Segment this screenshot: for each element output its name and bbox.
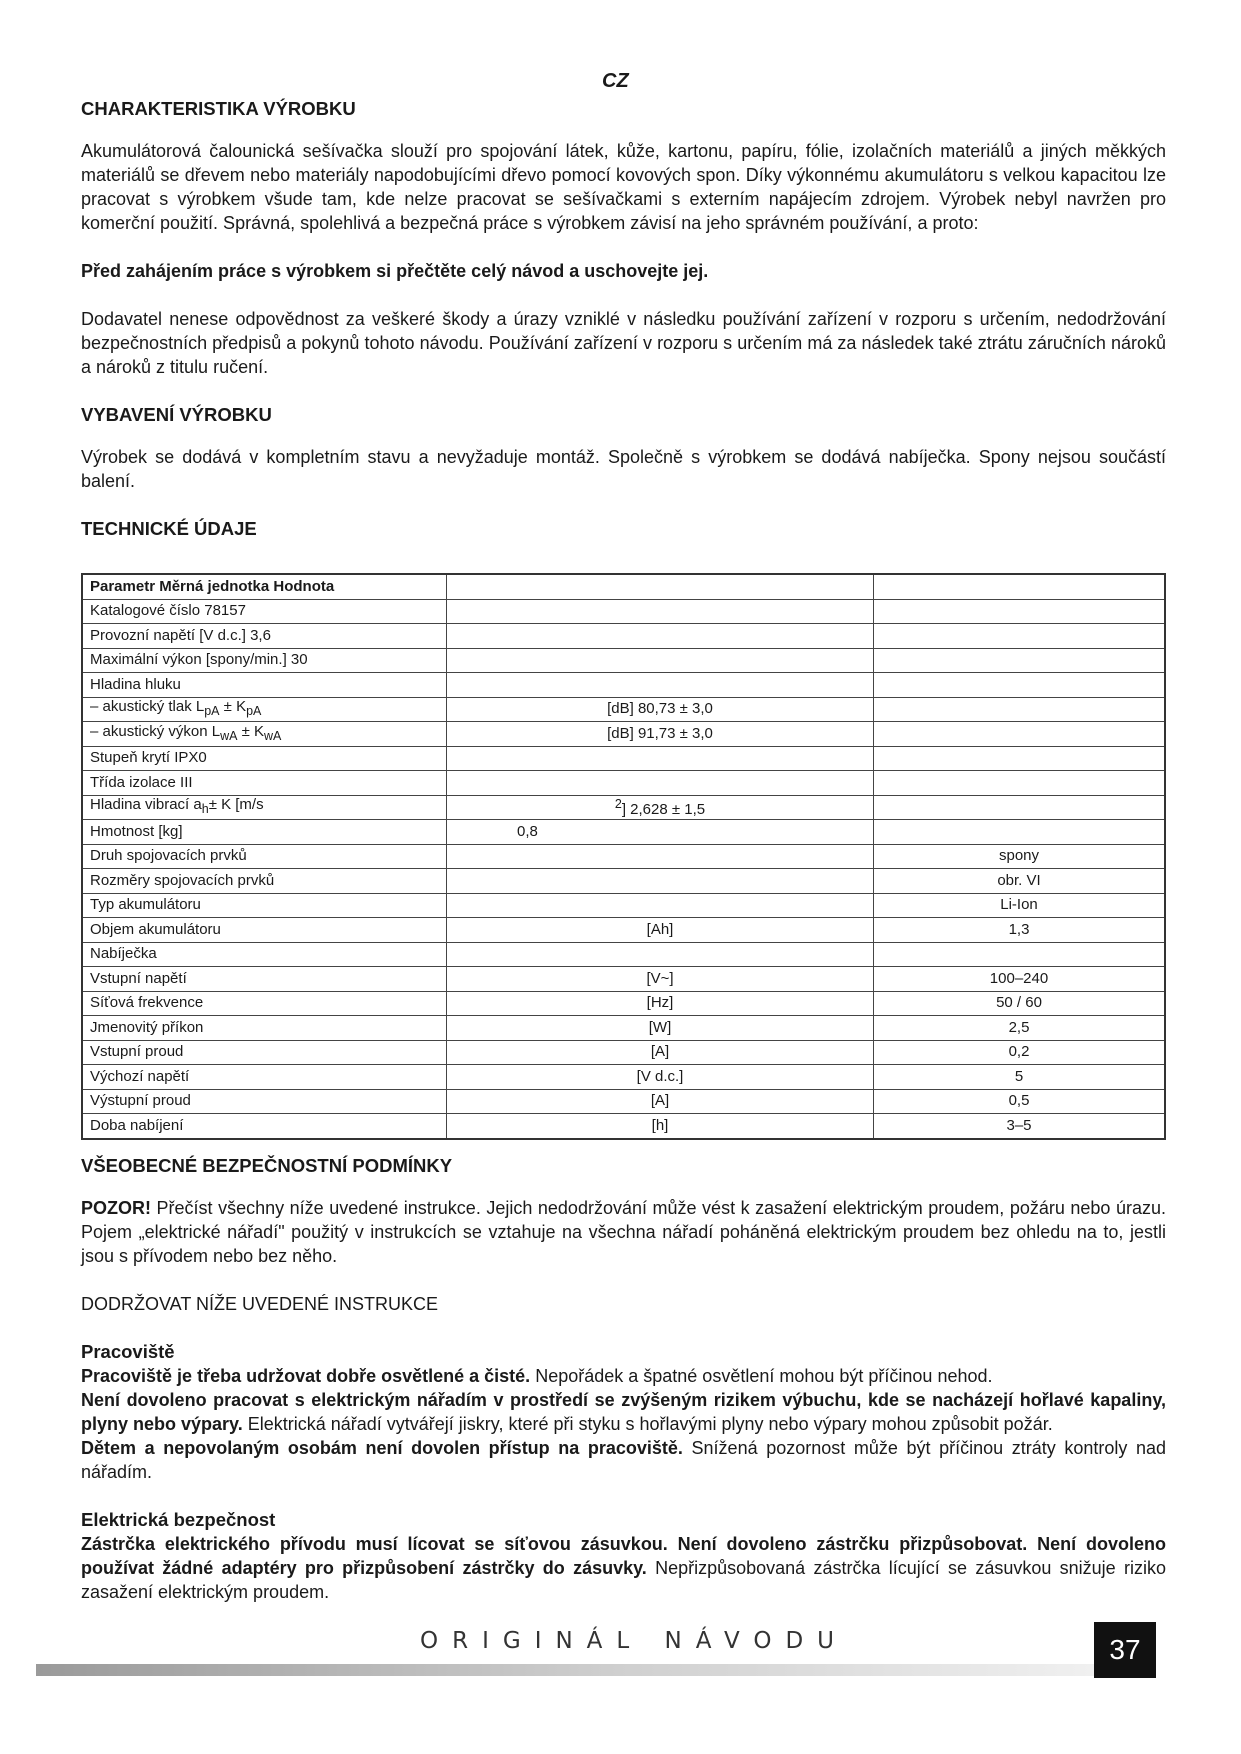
table-row [82,1089,1165,1114]
table-cell: 0,5 [874,1089,1166,1114]
paragraph-characteristics: Akumulátorová čalounická sešívačka slouží pro spojování látek, kůže, kartonu, papíru, fólie, izolačních materiálů a jiných měkkých materiálů se dřevem nebo materiály napodobujícími dřevo pomocí kovových spon. Díky výkonnému akumulátoru s velkou kapacitou lze pracovat s výrobkem všude tam, kde nelze pracovat se sešívačkami s externím napájecím zdrojem. Výrobek nebyl navržen pro komerční použití. Správná, spolehlivá a bezpečná práce s výrobkem závisí na jeho správném používání, a proto: [81,141,1166,233]
table-cell: [A] [447,1089,874,1114]
table-row [82,918,1165,943]
table-cell: [V~] [447,967,874,992]
table-cell: Rozměry spojovacích prvků [82,869,447,894]
table-cell: Vstupní napětí [82,967,447,992]
table-cell [447,624,874,649]
table-cell: Hladina vibrací $a_h\pm K$ [m/s [82,795,447,820]
table-cell: – akustický výkon $L_{wA} \pm K_{wA}$ [82,722,447,747]
table-cell: Třída izolace III [82,771,447,796]
table-cell [447,893,874,918]
page-number: 37 [1094,1622,1156,1678]
table-row [82,820,1165,845]
table-row [82,746,1165,771]
table-cell: 3–5 [874,1114,1166,1139]
language-code: CZ [602,70,629,92]
table-cell [447,869,874,894]
table-cell [874,648,1166,673]
table-row [82,599,1165,624]
section-title-equipment: VYBAVENÍ VÝROBKU [81,404,272,425]
table-cell: spony [874,844,1166,869]
table-cell: obr. VI [874,869,1166,894]
table-cell: Katalogové číslo 78157 [82,599,447,624]
table-cell [447,599,874,624]
table-cell [874,746,1166,771]
table-cell: Parametr Měrná jednotka Hodnota [82,574,447,599]
table-cell [447,673,874,698]
table-cell [874,942,1166,967]
subsection-title-electric: Elektrická bezpečnost [81,1508,276,1530]
table-cell: 5 [874,1065,1166,1090]
table-row [82,771,1165,796]
table-cell: [Ah] [447,918,874,943]
subsection-title-workplace: Pracoviště [81,1340,175,1362]
table-cell: Li-Ion [874,893,1166,918]
paragraph-liability: Dodavatel nenese odpovědnost za veškeré škody a úrazy vzniklé v následku používání zařízení v rozporu s určením, nedodržování bezpečnostních předpisů a pokynů tohoto návodu. Používání zařízení v rozporu s určením má za následek také ztrátu záručních nároků a nároků z titulu ručení. [81,309,1166,377]
paragraph-read-manual: Před zahájením práce s výrobkem si přečtěte celý návod a uschovejte jej. [81,261,709,281]
table-row [82,574,1165,599]
table-cell [447,942,874,967]
section-title-characteristics: CHARAKTERISTIKA VÝROBKU [81,98,356,119]
table-cell [447,746,874,771]
table-cell [874,697,1166,722]
table-cell: [dB] 80,73 ± 3,0 [447,697,874,722]
section-title-technical: TECHNICKÉ ÚDAJE [81,518,257,539]
paragraph-workplace-3: Dětem a nepovolaným osobám není dovolen přístup na pracoviště. Snížená pozornost může být příčinou ztráty kontroly nad nářadím. [81,1437,1166,1482]
table-cell: Výstupní proud [82,1089,447,1114]
table-cell [874,771,1166,796]
table-cell: Síťová frekvence [82,991,447,1016]
table-cell: Doba nabíjení [82,1114,447,1139]
table-row [82,844,1165,869]
table-cell: Jmenovitý příkon [82,1016,447,1041]
footer-bar [36,1664,1094,1676]
table-cell [874,722,1166,747]
table-cell: Typ akumulátoru [82,893,447,918]
table-row [82,1040,1165,1065]
table-cell: Maximální výkon [spony/min.] 30 [82,648,447,673]
paragraph-electric-1: Zástrčka elektrického přívodu musí lícovat se síťovou zásuvkou. Není dovoleno zástrčku přizpůsobovat. Není dovoleno používat žádné adaptéry pro přizpůsobení zástrčky do zásuvky. Nepřizpůsobovaná zástrčka lícující se zásuvkou snižuje riziko zasažení elektrickým proudem. [81,1533,1166,1602]
table-cell: Stupeň krytí IPX0 [82,746,447,771]
table-cell [447,844,874,869]
table-row [82,1114,1165,1139]
table-cell: [h] [447,1114,874,1139]
paragraph-warning: POZOR! Přečíst všechny níže uvedené instrukce. Jejich nedodržování může vést k zasažení elektrickým proudem, požáru nebo úrazu. Pojem „elektrické nářadí" použitý v instrukcích se vztahuje na všechna nářadí poháněná elektrickým proudem bez ohledu na to, jestli jsou s přívodem nebo bez něho. [81,1197,1166,1266]
table-cell: [Hz] [447,991,874,1016]
technical-data-table [81,573,1166,1140]
table-cell [447,574,874,599]
paragraph-workplace-2: Není dovoleno pracovat s elektrickým nářadím v prostředí se zvýšeným rizikem výbuchu, kde se nacházejí hořlavé kapaliny, plyny nebo výpary. Elektrická nářadí vytvářejí jiskry, které při styku s hořlavými plyny nebo výpary mohou způsobit požár. [81,1389,1166,1434]
table-cell [874,673,1166,698]
section-title-safety: VŠEOBECNÉ BEZPEČNOSTNÍ PODMÍNKY [81,1154,453,1176]
table-cell [874,795,1166,820]
table-row [82,697,1165,722]
table-cell [874,624,1166,649]
table-cell [447,771,874,796]
table-cell: 50 / 60 [874,991,1166,1016]
paragraph-follow-instructions: DODRŽOVAT NÍŽE UVEDENÉ INSTRUKCE [81,1293,439,1314]
table-cell: 2,5 [874,1016,1166,1041]
table-cell: Vstupní proud [82,1040,447,1065]
table-row [82,893,1165,918]
table-cell: 0,2 [874,1040,1166,1065]
paragraph-equipment: Výrobek se dodává v kompletním stavu a nevyžaduje montáž. Společně s výrobkem se dodává nabíječka. Spony nejsou součástí balení. [81,447,1166,491]
table-cell: [dB] 91,73 ± 3,0 [447,722,874,747]
table-cell: Výchozí napětí [82,1065,447,1090]
table-row [82,648,1165,673]
table-row [82,942,1165,967]
table-cell [874,599,1166,624]
table-cell: Provozní napětí [V d.c.] 3,6 [82,624,447,649]
table-cell: [V d.c.] [447,1065,874,1090]
table-cell: [A] [447,1040,874,1065]
table-row [82,795,1165,820]
table-row [82,1065,1165,1090]
table-cell: $^2$] 2,628 ± 1,5 [447,795,874,820]
table-cell: Nabíječka [82,942,447,967]
table-row [82,1016,1165,1041]
table-cell: – akustický tlak $L_{pA} \pm K_{pA}$ [82,697,447,722]
table-cell: Objem akumulátoru [82,918,447,943]
table-cell [447,648,874,673]
table-cell: Hladina hluku [82,673,447,698]
table-row [82,869,1165,894]
table-cell: Hmotnost [kg] [82,820,447,845]
table-row [82,991,1165,1016]
table-row [82,673,1165,698]
table-row [82,624,1165,649]
table-cell: 1,3 [874,918,1166,943]
page-content [81,97,1166,1604]
table-cell: [W] [447,1016,874,1041]
table-cell [874,574,1166,599]
table-cell: 100–240 [874,967,1166,992]
footer-title: ORIGINÁL NÁVODU [420,1628,848,1654]
warning-label: POZOR! [81,1197,151,1218]
table-cell: Druh spojovacích prvků [82,844,447,869]
paragraph-workplace-1: Pracoviště je třeba udržovat dobře osvětlené a čisté. Nepořádek a špatné osvětlení mohou být příčinou nehod. [81,1365,993,1386]
table-cell [874,820,1166,845]
table-row [82,967,1165,992]
table-cell: 0,8 [447,820,874,845]
table-row [82,722,1165,747]
